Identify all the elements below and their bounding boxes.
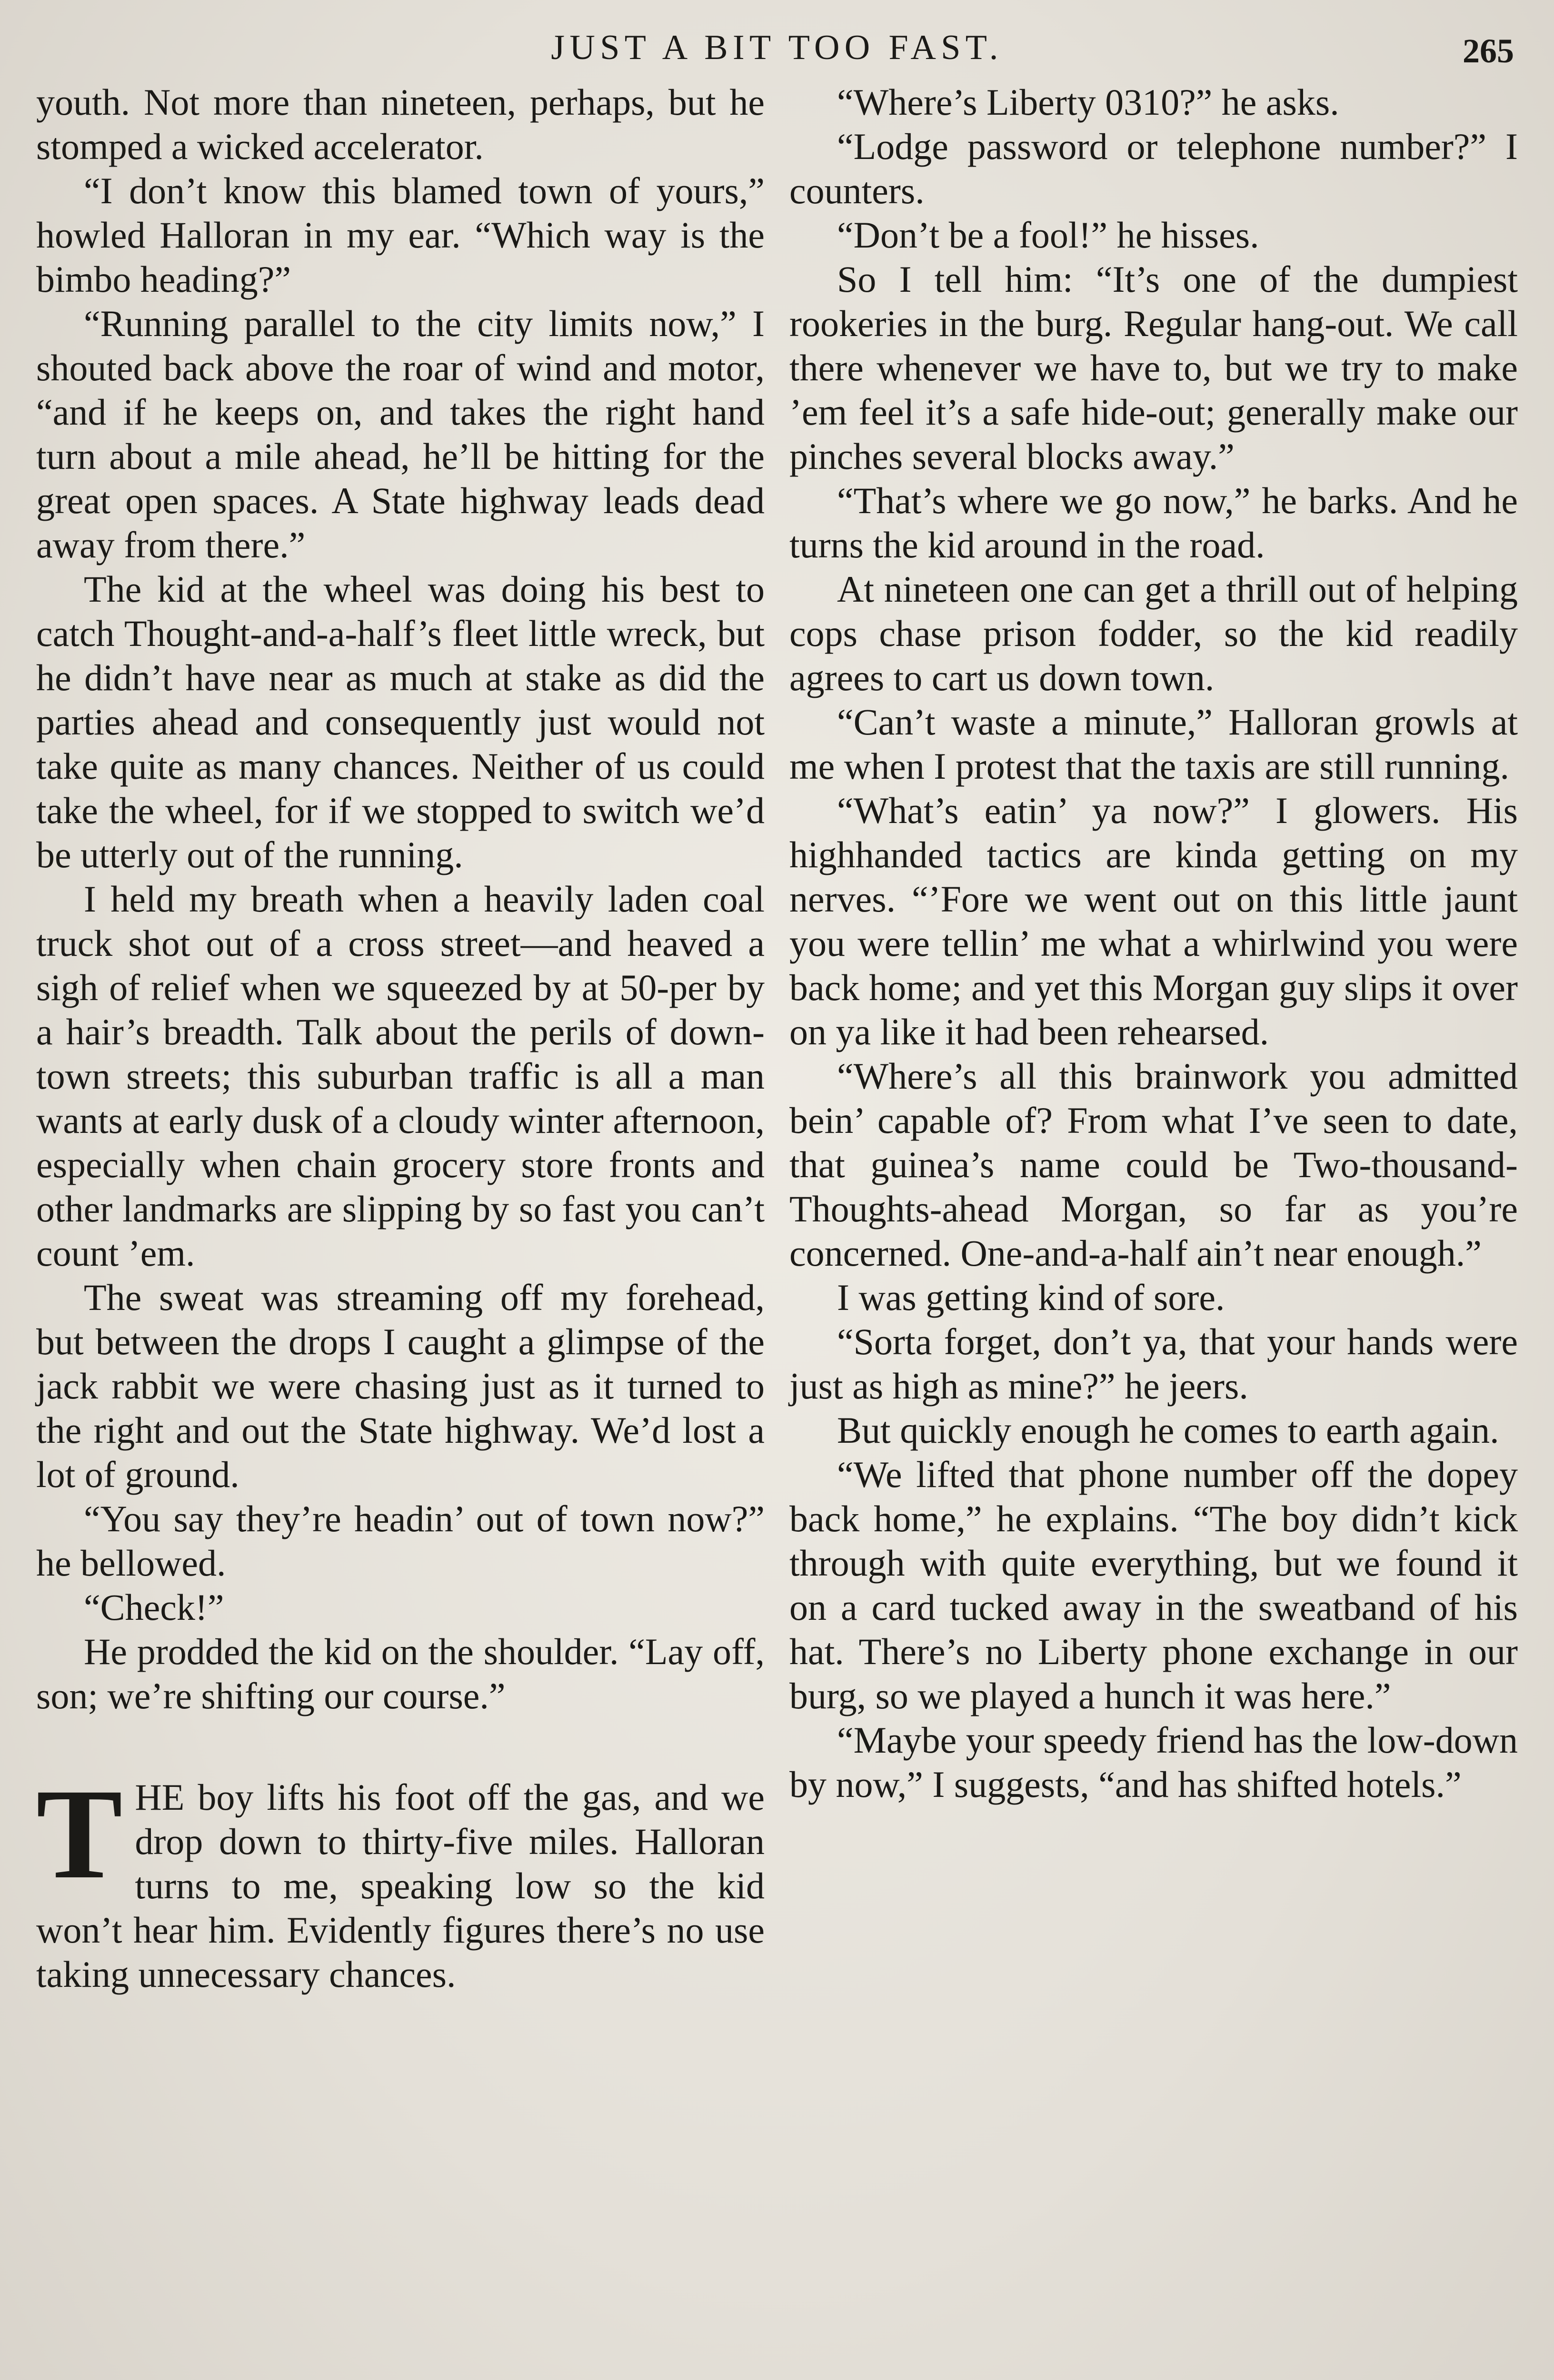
paragraph: So I tell him: “It’s one of the dumpiest rookeries in the burg. Regular hang-out. We call there whenever we have to, but we try to make ’em feel it’s a safe hide-out; generally make our pinches several blocks away.”: [789, 258, 1518, 477]
paragraph: “Where’s all this brainwork you admitted bein’ capable of? From what I’ve seen to date, that guinea’s name could be Two-thousand-Thoughts-ahead Morgan, so far as you’re concerned. One-and-a-half ain’t near enough.”: [789, 1055, 1518, 1274]
paragraph: youth. Not more than nineteen, perhaps, but he stomped a wicked accelerator.: [36, 81, 765, 167]
paragraph: “Sorta forget, don’t ya, that your hands were just as high as mine?” he jeers.: [789, 1321, 1518, 1407]
paragraph: “Where’s Liberty 0310?” he asks.: [837, 81, 1339, 123]
paragraph: “You say they’re headin’ out of town now?” he bellowed.: [36, 1498, 765, 1584]
page-number: 265: [1463, 32, 1514, 70]
paragraph: “Running parallel to the city limits now,” I shouted back above the roar of wind and motor, “and if he keeps on, and takes the right hand turn about a mile ahead, he’ll be hitting for the great open spaces. A State highway leads dead away from there.”: [36, 303, 765, 565]
paragraph: I was getting kind of sore.: [837, 1277, 1225, 1318]
left-column: [36, 80, 765, 1996]
paragraph: “What’s eatin’ ya now?” I glowers. His highhanded tactics are kinda getting on my nerves. “’Fore we went out on this little jaunt you were tellin’ me what a whirlwind you were back home; and yet this Morgan guy slips it over on ya like it had been rehearsed.: [789, 790, 1518, 1052]
text-columns: [36, 80, 1518, 1996]
paragraph: At nineteen one can get a thrill out of helping cops chase prison fodder, so the kid readily agrees to cart us down town.: [789, 568, 1518, 698]
running-title: JUST A BIT TOO FAST.: [551, 28, 1003, 67]
right-column: [789, 80, 1518, 1996]
paragraph: “That’s where we go now,” he barks. And he turns the kid around in the road.: [789, 480, 1518, 565]
running-head: [36, 19, 1518, 76]
paragraph: The sweat was streaming off my forehead, but between the drops I caught a glimpse of the jack rabbit we were chasing just as it turned to the right and out the State highway. We’d lost a lot of ground.: [36, 1277, 765, 1495]
paragraph: “Don’t be a fool!” he hisses.: [837, 214, 1259, 256]
drop-cap-initial: T: [36, 1762, 123, 1905]
paragraph: He prodded the kid on the shoulder. “Lay off, son; we’re shifting our course.”: [36, 1631, 765, 1716]
paragraph: I held my breath when a heavily laden coal truck shot out of a cross street—and heaved a sigh of relief when we squeezed by at 50-per by a hair’s breadth. Talk about the perils of down-town streets; this suburban traffic is all a man wants at early dusk of a cloudy winter afternoon, especially when chain grocery store fronts and other landmarks are slipping by so fast you can’t count ’em.: [36, 878, 765, 1274]
paragraph: But quickly enough he comes to earth again.: [837, 1409, 1499, 1451]
paragraph: “Can’t waste a minute,” Halloran growls at me when I protest that the taxis are still running.: [789, 701, 1518, 787]
drop-cap-paragraph: [36, 1762, 765, 1996]
drop-cap-paragraph-text: HE boy lifts his foot off the gas, and we drop down to thirty-five miles. Halloran turns to me, speaking low so the kid won’t hear him. Evidently figures there’s no use taking unnecessary chances.: [36, 1776, 765, 1995]
paragraph: “Check!”: [84, 1587, 224, 1628]
paragraph: “Maybe your speedy friend has the low-down by now,” I suggests, “and has shifted hotels.”: [789, 1719, 1518, 1805]
paragraph: “We lifted that phone number off the dopey back home,” he explains. “The boy didn’t kick through with quite everything, but we found it on a card tucked away in the sweatband of his hat. There’s no Liberty phone exchange in our burg, so we played a hunch it was here.”: [789, 1454, 1518, 1716]
paragraph: “I don’t know this blamed town of yours,” howled Halloran in my ear. “Which way is the bimbo heading?”: [36, 170, 765, 300]
paragraph: “Lodge password or telephone number?” I counters.: [789, 126, 1518, 211]
paragraph: The kid at the wheel was doing his best to catch Thought-and-a-half’s fleet little wreck, but he didn’t have near as much at stake as did the parties ahead and consequently just would not take quite as many chances. Neither of us could take the wheel, for if we stopped to switch we’d be utterly out of the running.: [36, 568, 765, 875]
